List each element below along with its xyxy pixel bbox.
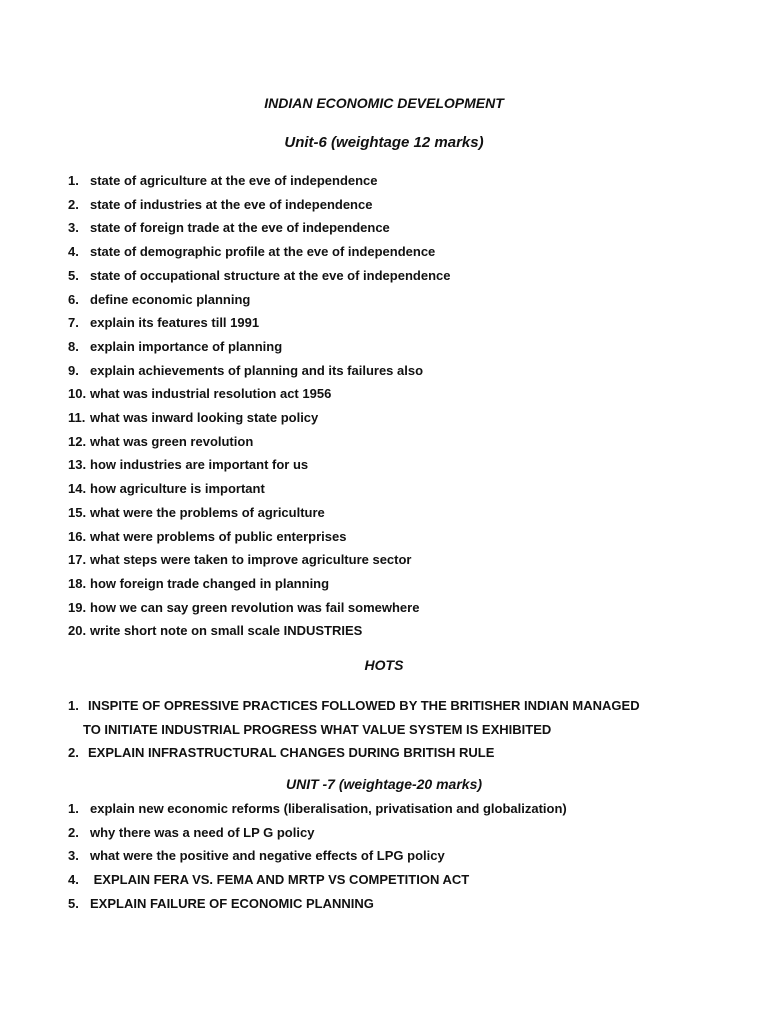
hots-question-list: [68, 694, 640, 765]
list-item: [68, 868, 567, 892]
item-number: 16.: [68, 528, 87, 544]
document-title: INDIAN ECONOMIC DEVELOPMENT: [264, 95, 504, 111]
list-item: [68, 216, 450, 240]
item-number: 3.: [68, 848, 79, 864]
item-number: 7.: [68, 315, 79, 331]
item-text: what were the positive and negative effects of LPG policy: [90, 848, 445, 864]
list-item: [68, 193, 450, 217]
list-item: [68, 572, 450, 596]
item-text: how agriculture is important: [90, 481, 265, 497]
item-number: 2.: [68, 745, 79, 761]
list-item: [68, 288, 450, 312]
item-number: 6.: [68, 291, 79, 307]
list-item: [68, 477, 450, 501]
item-text: state of agriculture at the eve of independence: [90, 173, 378, 188]
item-number: 4.: [68, 244, 79, 260]
list-item: [68, 821, 567, 845]
item-text: what was inward looking state policy: [90, 410, 319, 426]
list-item: [68, 501, 450, 525]
item-text: explain importance of planning: [90, 338, 283, 354]
item-text: EXPLAIN INFRASTRUCTURAL CHANGES DURING BRITISH RULE: [88, 745, 495, 761]
item-text: explain achievements of planning and its failures also: [90, 362, 424, 378]
list-item: [68, 359, 450, 383]
item-number: 5.: [68, 267, 79, 283]
item-number: 1.: [68, 698, 79, 713]
item-text: define economic planning: [90, 291, 251, 307]
list-item: [68, 741, 640, 765]
item-text: explain new economic reforms (liberalisation, privatisation and globalization): [90, 801, 567, 816]
item-text: why there was a need of LP G policy: [90, 824, 315, 840]
item-text: state of occupational structure at the eve of independence: [90, 267, 451, 283]
list-item: [68, 264, 450, 288]
list-item: [68, 453, 450, 477]
list-item: [68, 430, 450, 454]
item-number: 17.: [68, 552, 87, 568]
item-number: 15.: [68, 504, 87, 520]
item-number: 9.: [68, 362, 79, 378]
unit7-heading: UNIT -7 (weightage-20 marks): [285, 776, 483, 792]
list-item: [68, 406, 450, 430]
item-number: 1.: [68, 173, 79, 188]
list-item: [68, 892, 567, 916]
item-number: 11.: [68, 410, 86, 426]
item-text: what were problems of public enterprises: [90, 528, 347, 544]
item-text: INSPITE OF OPRESSIVE PRACTICES FOLLOWED BY THE BRITISHER INDIAN MANAGED: [88, 698, 640, 713]
item-number: 2.: [68, 196, 79, 212]
list-item: [68, 169, 450, 193]
unit6-heading: Unit-6 (weightage 12 marks): [284, 134, 484, 151]
item-text: explain its features till 1991: [90, 315, 260, 331]
item-number: 18.: [68, 575, 87, 591]
list-item: [68, 382, 450, 406]
item-number: 19.: [68, 599, 87, 615]
item-number: 2.: [68, 824, 79, 840]
list-item: [68, 311, 450, 335]
item-number: 12.: [68, 433, 87, 449]
list-item: [68, 797, 567, 821]
item-number: 13.: [68, 457, 87, 473]
list-item: [68, 525, 450, 549]
hots-heading: HOTS: [364, 657, 404, 673]
item-text: write short note on small scale INDUSTRIES: [90, 623, 363, 639]
list-item: [68, 240, 450, 264]
item-number: 8.: [68, 338, 79, 354]
item-text: how industries are important for us: [90, 457, 309, 473]
item-text: what were the problems of agriculture: [90, 504, 325, 520]
item-text: what steps were taken to improve agriculture sector: [90, 552, 412, 568]
item-number: 20.: [68, 623, 87, 639]
item-text: how foreign trade changed in planning: [90, 575, 330, 591]
item-text: EXPLAIN FERA VS. FEMA AND MRTP VS COMPETITION ACT: [90, 872, 470, 888]
unit7-question-list: [68, 797, 567, 916]
list-item: [68, 548, 450, 572]
list-item: [68, 596, 450, 620]
unit6-question-list: [68, 169, 450, 643]
item-number: 5.: [68, 895, 79, 911]
item-text: state of foreign trade at the eve of independence: [90, 220, 390, 236]
item-number: 4.: [68, 872, 79, 888]
list-item: [68, 335, 450, 359]
item-text: what was industrial resolution act 1956: [90, 386, 332, 402]
item-text-continuation: TO INITIATE INDUSTRIAL PROGRESS WHAT VALUE SYSTEM IS EXHIBITED: [83, 721, 552, 737]
item-text: state of industries at the eve of independence: [90, 196, 373, 212]
item-number: 14.: [68, 481, 87, 497]
item-number: 10.: [68, 386, 87, 402]
list-item: [68, 694, 640, 718]
item-text: what was green revolution: [90, 433, 254, 449]
item-number: 3.: [68, 220, 79, 236]
item-text: state of demographic profile at the eve of independence: [90, 244, 436, 260]
item-number: 1.: [68, 801, 79, 816]
list-item: [68, 619, 450, 643]
item-text: how we can say green revolution was fail somewhere: [90, 599, 420, 615]
item-text: EXPLAIN FAILURE OF ECONOMIC PLANNING: [90, 895, 374, 911]
list-item: [68, 844, 567, 868]
